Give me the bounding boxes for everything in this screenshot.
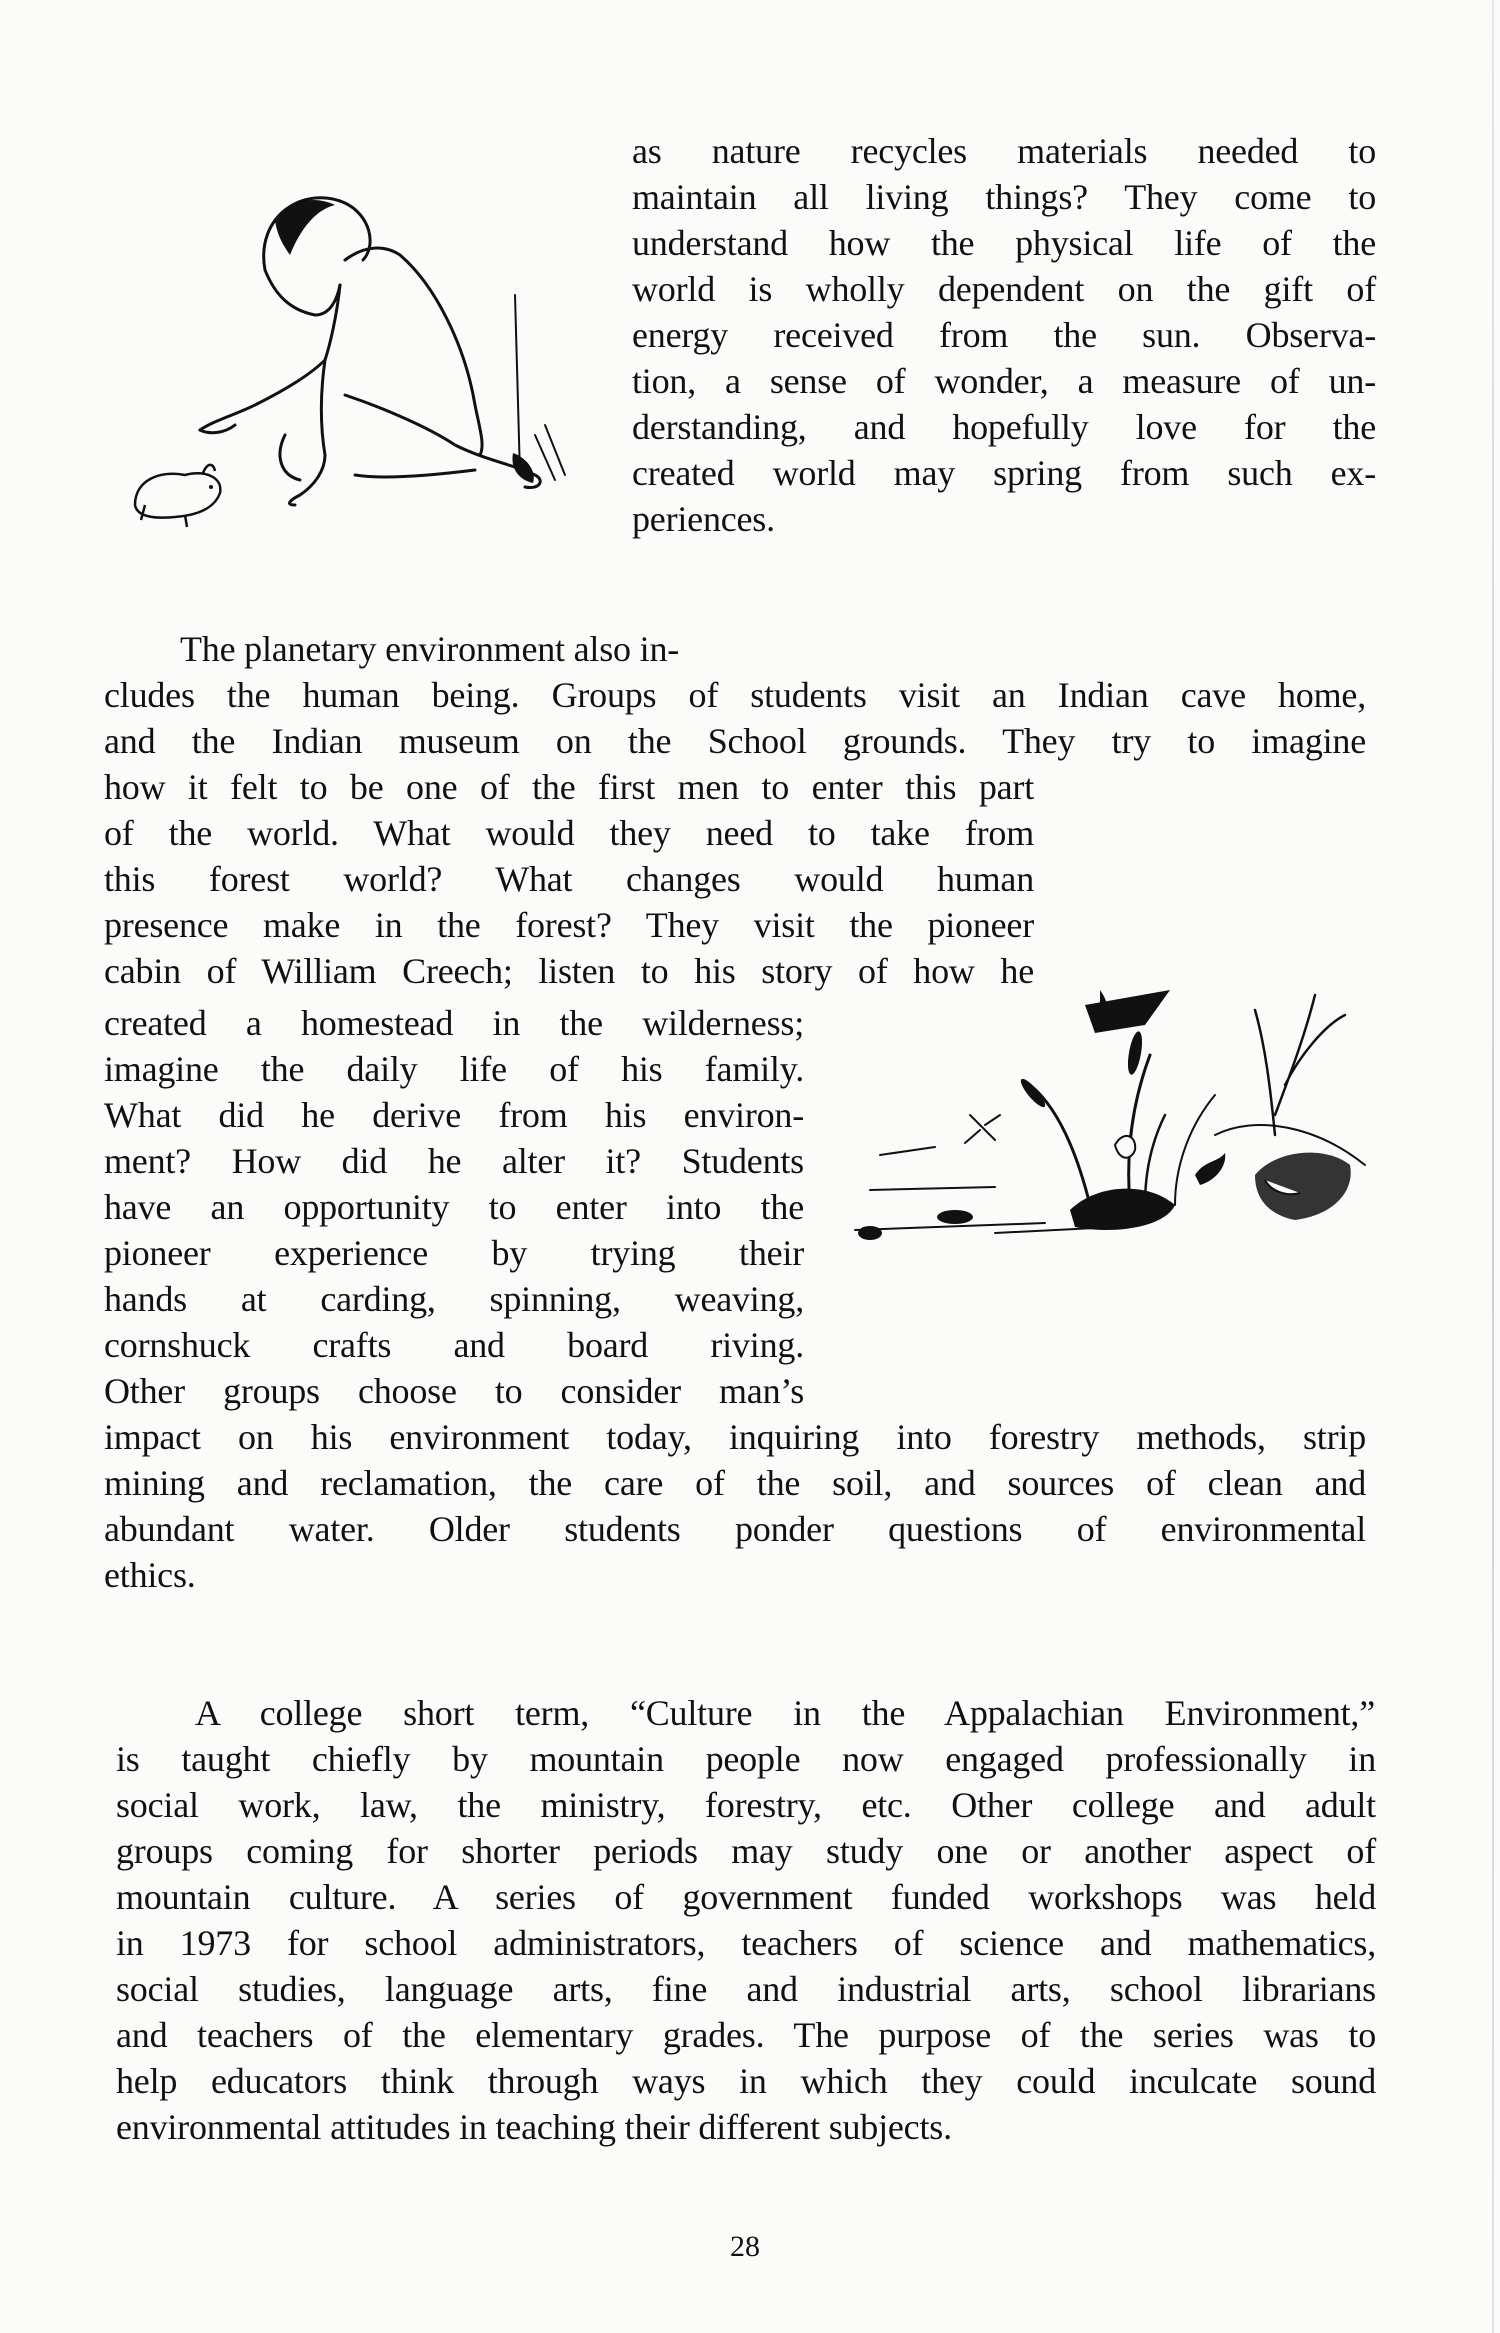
text-line: world is wholly dependent on the gift of [632, 269, 1376, 309]
text-line: imagine the daily life of his family. [104, 1049, 804, 1089]
text-line: impact on his environment today, inquiring into forestry methods, strip [104, 1417, 1366, 1457]
text-line: abundant water. Older students ponder questions of environmental [104, 1509, 1366, 1549]
text-line: presence make in the forest? They visit the pioneer [104, 905, 1034, 945]
text-line: ment? How did he alter it? Students [104, 1141, 804, 1181]
text-line: have an opportunity to enter into the [104, 1187, 804, 1227]
text-line: ethics. [104, 1555, 196, 1595]
text-line: mining and reclamation, the care of the soil, and sources of clean and [104, 1463, 1366, 1503]
page-number: 28 [730, 2230, 760, 2263]
text-line: cornshuck crafts and board riving. [104, 1325, 804, 1365]
boy-with-rabbit-illustration [115, 175, 615, 545]
text-line: is taught chiefly by mountain people now engaged professionally in [116, 1739, 1376, 1779]
text-line: help educators think through ways in which they could inculcate sound [116, 2061, 1376, 2101]
text-line: cabin of William Creech; listen to his story of how he [104, 951, 1034, 991]
text-line: energy received from the sun. Observa- [632, 315, 1376, 355]
text-line: of the world. What would they need to take from [104, 813, 1034, 853]
text-line: The planetary environment also in- [180, 629, 680, 669]
text-line: social work, law, the ministry, forestry, etc. Other college and adult [116, 1785, 1376, 1825]
text-line: periences. [632, 499, 775, 539]
text-line: and the Indian museum on the School grounds. They try to imagine [104, 721, 1366, 761]
text-line: this forest world? What changes would human [104, 859, 1034, 899]
text-line: as nature recycles materials needed to [632, 131, 1376, 171]
text-line: and teachers of the elementary grades. The purpose of the series was to [116, 2015, 1376, 2055]
page-edge-shadow [1492, 0, 1494, 2333]
text-line: What did he derive from his environ- [104, 1095, 804, 1135]
text-line: mountain culture. A series of government funded workshops was held [116, 1877, 1376, 1917]
text-line: maintain all living things? They come to [632, 177, 1376, 217]
text-line: understand how the physical life of the [632, 223, 1376, 263]
text-line: social studies, language arts, fine and industrial arts, school librarians [116, 1969, 1376, 2009]
text-line: in 1973 for school administrators, teachers of science and mathematics, [116, 1923, 1376, 1963]
text-line: created a homestead in the wilderness; [104, 1003, 804, 1043]
text-line: Other groups choose to consider man’s [104, 1371, 804, 1411]
text-line: A college short term, “Culture in the Appalachian Environment,” [195, 1693, 1375, 1733]
text-line: pioneer experience by trying their [104, 1233, 804, 1273]
text-line: hands at carding, spinning, weaving, [104, 1279, 804, 1319]
text-line: environmental attitudes in teaching their different subjects. [116, 2107, 952, 2147]
pond-wildlife-illustration [845, 965, 1385, 1260]
text-line: groups coming for shorter periods may study one or another aspect of [116, 1831, 1376, 1871]
text-line: derstanding, and hopefully love for the [632, 407, 1376, 447]
text-line: cludes the human being. Groups of students visit an Indian cave home, [104, 675, 1366, 715]
text-line: created world may spring from such ex- [632, 453, 1376, 493]
text-line: tion, a sense of wonder, a measure of un- [632, 361, 1376, 401]
text-line: how it felt to be one of the first men to enter this part [104, 767, 1034, 807]
